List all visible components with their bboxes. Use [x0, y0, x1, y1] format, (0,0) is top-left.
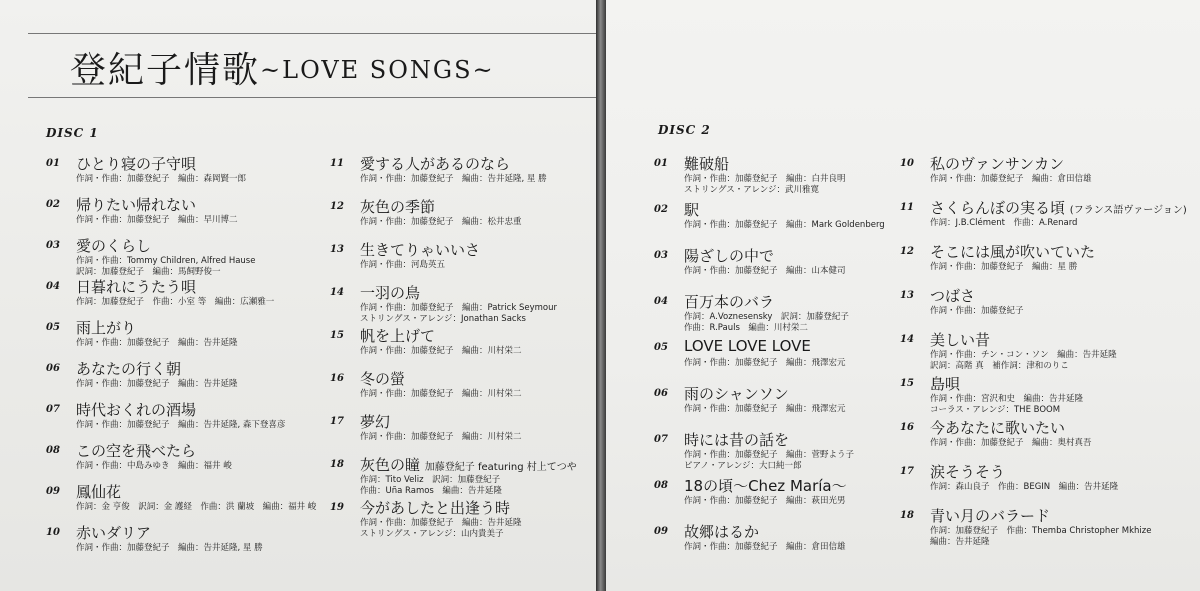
disc2-label: DISC 2 [658, 123, 711, 137]
track-title [360, 153, 510, 174]
track-item [330, 497, 596, 540]
track-credit: 作詞・作曲：加藤登紀子 編曲：飛澤宏元 [684, 358, 846, 368]
track-title [360, 454, 577, 475]
track-number: 06 [46, 363, 60, 374]
track-credit: 作詞・作曲：加藤登紀子 編曲：星 勝 [930, 262, 1078, 272]
track-title-text: 駅 [684, 201, 700, 219]
disc1-label: DISC 1 [46, 126, 99, 140]
track-title-text: この空を飛べたら [76, 442, 197, 460]
track-number: 10 [46, 527, 60, 538]
track-title [684, 337, 811, 355]
track-item [46, 440, 316, 481]
track-title [684, 429, 789, 450]
track-title-text: 一羽の鳥 [360, 284, 421, 302]
track-title [930, 417, 1065, 438]
track-item [654, 383, 904, 429]
track-credit: 作詞：加藤登紀子 作曲：Themba Christopher Mkhize [930, 526, 1152, 536]
track-number: 15 [330, 330, 344, 341]
track-title [76, 481, 121, 502]
track-item [330, 454, 596, 497]
track-number: 02 [654, 204, 668, 215]
track-item [654, 521, 904, 567]
track-number: 06 [654, 388, 668, 399]
track-title [684, 521, 759, 542]
track-number: 17 [330, 416, 344, 427]
track-credit: 作詞・作曲：加藤登紀子 編曲：川村栄二 [360, 346, 522, 356]
track-title [360, 497, 510, 518]
track-credit: 作詞・作曲：チン・コン・ソン 編曲：告井延隆 [930, 350, 1117, 360]
track-title-text: 私のヴァンサンカン [930, 155, 1065, 173]
track-item [46, 399, 316, 440]
track-credit: 編曲：告井延隆 [930, 537, 990, 547]
track-credit: 作詞・作曲：加藤登紀子 編曲：川村栄二 [360, 389, 522, 399]
track-title-text: 愛する人があるのなら [360, 155, 511, 173]
track-item [654, 153, 904, 199]
track-credit: 作曲：Uña Ramos 編曲：告井延隆 [360, 486, 502, 496]
track-item [654, 199, 904, 245]
track-title-text: さくらんぼの実る頃 [930, 199, 1066, 217]
track-credit: ストリングス・アレンジ：山内貴美子 [360, 529, 504, 539]
track-title [360, 196, 435, 217]
track-number: 13 [330, 244, 344, 255]
track-credit: 訳詞：加藤登紀子 編曲：馬飼野俊一 [76, 267, 221, 277]
track-credit: ストリングス・アレンジ：Jonathan Sacks [360, 314, 526, 324]
track-title-text: 赤いダリア [76, 524, 152, 542]
track-item [330, 239, 596, 282]
track-item [46, 276, 316, 317]
track-item [900, 285, 1200, 329]
track-credit: 作詞・作曲：加藤登紀子 編曲：飛澤宏元 [684, 404, 846, 414]
track-credit: 作詞：Tito Veliz 訳詞：加藤登紀子 [360, 475, 501, 485]
track-credit: 作詞・作曲：加藤登紀子 編曲：奥村真吾 [930, 438, 1092, 448]
track-title [684, 199, 699, 220]
track-credit: ストリングス・アレンジ：武川雅寛 [684, 185, 819, 195]
track-credit: 作詞・作曲：加藤登紀子 編曲：倉田信雄 [684, 542, 846, 552]
track-credit: 作詞・作曲：加藤登紀子 編曲：告井延隆 [76, 338, 238, 348]
track-number: 16 [330, 373, 344, 384]
title-rule [28, 97, 596, 98]
track-title [930, 197, 1187, 218]
disc2-column-1 [654, 153, 904, 567]
track-title [360, 282, 420, 303]
track-title [930, 153, 1064, 174]
track-item [330, 411, 596, 454]
track-number: 18 [900, 510, 914, 521]
track-title-text: 雨のシャンソン [684, 385, 789, 403]
track-title [684, 291, 774, 312]
track-credit: 作詞・作曲：加藤登紀子 編曲：Patrick Seymour [360, 303, 557, 313]
track-number: 17 [900, 466, 914, 477]
track-title-text: 時には昔の話を [684, 431, 790, 449]
track-number: 10 [900, 158, 914, 169]
track-item [330, 196, 596, 239]
track-title [76, 522, 151, 543]
track-credit: 作詞・作曲：加藤登紀子 編曲：Mark Goldenberg [684, 220, 885, 230]
track-number: 03 [654, 250, 668, 261]
track-credit: 作詞・作曲：加藤登紀子 編曲：告井延隆, 星 勝 [360, 174, 547, 184]
track-title [360, 368, 405, 389]
track-title-text: 百万本のバラ [684, 293, 775, 311]
track-credit: コーラス・アレンジ：THE BOOM [930, 405, 1061, 415]
track-title [76, 276, 196, 297]
track-title-text: 陽ざしの中で [684, 247, 775, 265]
track-item [330, 153, 596, 196]
track-number: 12 [330, 201, 344, 212]
track-credit: 訳詞：高階 真 補作詞：津和のりこ [930, 361, 1069, 371]
track-credit: 作詞・作曲：加藤登紀子 編曲：倉田信雄 [930, 174, 1092, 184]
track-credit: 作詞・作曲：加藤登紀子 [930, 306, 1024, 316]
track-title-text: LOVE LOVE LOVE [684, 337, 811, 355]
track-item [900, 417, 1200, 461]
track-title [76, 317, 136, 338]
track-item [46, 358, 316, 399]
track-item [900, 241, 1200, 285]
track-title-text: ひとり寝の子守唄 [76, 155, 197, 173]
track-credit: 作詞・作曲：加藤登紀子 編曲：森岡賢一郎 [76, 174, 247, 184]
track-title [684, 475, 847, 496]
track-number: 04 [654, 296, 668, 307]
track-item [46, 235, 316, 276]
track-title [930, 461, 1005, 482]
track-item [46, 522, 316, 563]
track-title [684, 383, 789, 404]
track-number: 01 [46, 158, 60, 169]
track-title-text: 愛のくらし [76, 237, 152, 255]
track-number: 04 [46, 281, 60, 292]
track-number: 12 [900, 246, 914, 257]
track-credit: 作詞：金 亨俊 訳詞：金 護経 作曲：洪 蘭坡 編曲：福井 峻 [76, 502, 317, 512]
track-number: 05 [654, 342, 668, 353]
track-item [46, 153, 316, 194]
track-item [900, 329, 1200, 373]
track-credit: ピアノ・アレンジ：大口純一郎 [684, 461, 802, 471]
track-credit: 作詞・作曲：加藤登紀子 編曲：菅野よう子 [684, 450, 855, 460]
track-title [76, 194, 196, 215]
track-credit: 作詞・作曲：加藤登紀子 編曲：山本健司 [684, 266, 846, 276]
track-number: 18 [330, 459, 344, 470]
track-title-text: つばさ [930, 287, 976, 305]
track-title [360, 239, 480, 260]
track-number: 14 [330, 287, 344, 298]
track-title-text: 生きてりゃいいさ [360, 241, 481, 259]
track-title-text: 夢幻 [360, 413, 391, 431]
track-title-text: 冬の螢 [360, 370, 406, 388]
track-number: 09 [46, 486, 60, 497]
track-title [76, 235, 151, 256]
album-title [70, 42, 495, 93]
track-title-text: 灰色の季節 [360, 198, 436, 216]
track-item [900, 461, 1200, 505]
track-title-text: 日暮れにうたう唄 [76, 278, 197, 296]
track-credit: 作詞・作曲：加藤登紀子 編曲：松井忠重 [360, 217, 522, 227]
left-page [0, 0, 596, 591]
track-title [684, 153, 729, 174]
track-item [330, 282, 596, 325]
track-title-text: 今があしたと出逢う時 [360, 499, 511, 517]
track-title-note: 加藤登紀子 featuring 村上てつや [424, 462, 577, 473]
track-title [930, 329, 990, 350]
top-rule [28, 33, 596, 34]
track-title-text: 難破船 [684, 155, 730, 173]
track-number: 14 [900, 334, 914, 345]
track-title-text: そこには風が吹いていた [930, 243, 1096, 261]
track-item [900, 153, 1200, 197]
album-title-en: ~LOVE SONGS~ [260, 56, 495, 84]
track-credit: 作詞：J.B.Clément 作曲：A.Renard [930, 218, 1078, 228]
track-credit: 作詞・作曲：加藤登紀子 編曲：告井延隆 [76, 379, 238, 389]
track-title [360, 411, 390, 432]
track-title-text: 今あなたに歌いたい [930, 419, 1066, 437]
track-item [46, 481, 316, 522]
track-title-text: 涙そうそう [930, 463, 1006, 481]
track-title-text: 帰りたい帰れない [76, 196, 197, 214]
track-number: 08 [654, 480, 668, 491]
track-number: 05 [46, 322, 60, 333]
track-title-text: 時代おくれの酒場 [76, 401, 197, 419]
track-title [76, 153, 196, 174]
track-credit: 作詞・作曲：Tommy Children, Alfred Hause [76, 256, 256, 266]
track-title [930, 285, 975, 306]
track-credit: 作詞・作曲：加藤登紀子 編曲：白井良明 [684, 174, 846, 184]
track-credit: 作詞：加藤登紀子 作曲：小室 等 編曲：広瀬雅一 [76, 297, 275, 307]
track-number: 07 [46, 404, 60, 415]
track-title [76, 440, 196, 461]
track-item [654, 291, 904, 337]
track-title-text: 18の頃～Chez María～ [684, 477, 847, 495]
track-credit: 作曲：R.Pauls 編曲：川村栄二 [684, 323, 808, 333]
track-title-note: (フランス語ヴァージョン) [1069, 205, 1187, 216]
track-item [654, 337, 904, 383]
booklet-spine [596, 0, 606, 591]
track-credit: 作詞・作曲：宮沢和史 編曲：告井延隆 [930, 394, 1084, 404]
track-title [76, 399, 196, 420]
track-item [900, 197, 1200, 241]
track-item [330, 368, 596, 411]
track-title-text: 美しい昔 [930, 331, 991, 349]
track-title [930, 241, 1095, 262]
track-item [654, 245, 904, 291]
track-number: 11 [900, 202, 914, 213]
track-title-text: あなたの行く朝 [76, 360, 182, 378]
track-title-text: 雨上がり [76, 319, 137, 337]
disc2-column-2 [900, 153, 1200, 549]
track-title-text: 鳳仙花 [76, 483, 122, 501]
track-title [930, 505, 1050, 526]
track-number: 09 [654, 526, 668, 537]
track-title [684, 245, 774, 266]
album-title-jp: 登紀子情歌 [70, 50, 261, 91]
track-item [654, 429, 904, 475]
track-title-text: 青い月のバラード [930, 507, 1051, 525]
track-number: 02 [46, 199, 60, 210]
track-credit: 作詞・作曲：加藤登紀子 編曲：萩田光男 [684, 496, 846, 506]
track-title-text: 故郷はるか [684, 523, 760, 541]
track-number: 15 [900, 378, 914, 389]
disc1-column-1 [46, 153, 316, 563]
track-number: 03 [46, 240, 60, 251]
track-number: 13 [900, 290, 914, 301]
track-title-text: 帆を上げて [360, 327, 436, 345]
track-number: 01 [654, 158, 668, 169]
track-number: 07 [654, 434, 668, 445]
track-number: 11 [330, 158, 344, 169]
track-credit: 作詞・作曲：加藤登紀子 編曲：告井延隆 [360, 518, 522, 528]
track-item [900, 373, 1200, 417]
track-credit: 作詞：A.Voznesensky 訳詞：加藤登紀子 [684, 312, 849, 322]
track-title-text: 灰色の瞳 [360, 456, 421, 474]
right-page [606, 0, 1200, 591]
track-item [654, 475, 904, 521]
track-title [76, 358, 181, 379]
track-number: 08 [46, 445, 60, 456]
track-item [900, 505, 1200, 549]
track-credit: 作詞・作曲：加藤登紀子 編曲：告井延隆, 森下登喜彦 [76, 420, 286, 430]
track-credit: 作詞：森山良子 作曲：BEGIN 編曲：告井延隆 [930, 482, 1119, 492]
disc1-column-2 [330, 153, 596, 540]
track-title-text: 島唄 [930, 375, 961, 393]
track-credit: 作詞・作曲：加藤登紀子 編曲：告井延隆, 星 勝 [76, 543, 263, 553]
track-item [330, 325, 596, 368]
track-number: 19 [330, 502, 344, 513]
track-title [360, 325, 435, 346]
track-credit: 作詞・作曲：加藤登紀子 編曲：川村栄二 [360, 432, 522, 442]
track-credit: 作詞・作曲：加藤登紀子 編曲：早川博二 [76, 215, 238, 225]
track-credit: 作詞・作曲：河島英五 [360, 260, 446, 270]
track-title [930, 373, 960, 394]
track-item [46, 317, 316, 358]
track-number: 16 [900, 422, 914, 433]
track-credit: 作詞・作曲：中島みゆき 編曲：福井 峻 [76, 461, 232, 471]
track-item [46, 194, 316, 235]
